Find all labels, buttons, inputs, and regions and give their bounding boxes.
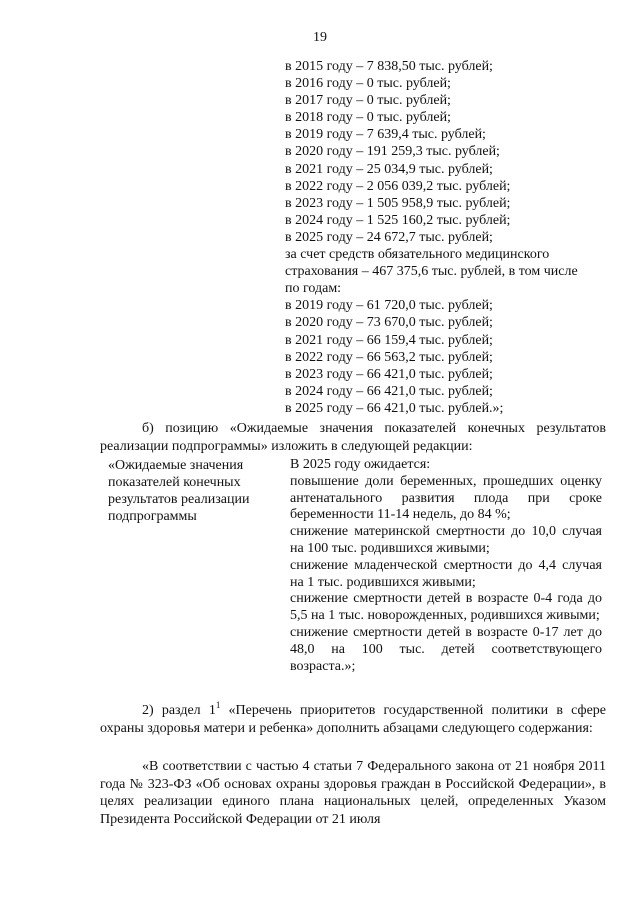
financing-line: в 2016 году – 0 тыс. рублей; [285,76,451,92]
expected-result-item: снижение смертности детей в возрасте 0-17 лет до 48,0 на 100 тыс. детей соответствующего возраста.»; [290,624,602,674]
paragraph-b [100,420,606,455]
oms-line: в 2022 году – 66 563,2 тыс. рублей; [285,349,493,365]
oms-line: в 2021 году – 66 159,4 тыс. рублей; [285,332,493,348]
financing-line: в 2020 году – 191 259,3 тыс. рублей; [285,144,500,160]
expected-result-item: снижение смертности детей в возрасте 0-4 года до 5,5 на 1 тыс. новорожденных, родившихся живыми; [290,591,602,624]
oms-intro: за счет средств обязательного медицинского страхования – 467 375,6 тыс. рублей, в том числе по годам: [285,247,578,297]
table-right-heading: В 2025 году ожидается: [290,457,431,472]
oms-line: в 2025 году – 66 421,0 тыс. рублей.»; [285,400,504,416]
oms-line: в 2023 году – 66 421,0 тыс. рублей; [285,366,493,382]
financing-line: в 2022 году – 2 056 039,2 тыс. рублей; [285,178,511,194]
financing-line: в 2021 году – 25 034,9 тыс. рублей; [285,161,493,177]
paragraph-b-text: б) позицию «Ожидаемые значения показателей конечных результатов реализации подпрограммы» изложить в следующей редакции: [100,421,606,454]
oms-line: в 2020 году – 73 670,0 тыс. рублей; [285,315,493,331]
financing-line: в 2015 году – 7 838,50 тыс. рублей; [285,59,493,74]
financing-line: в 2025 году – 24 672,7 тыс. рублей; [285,229,493,245]
financing-line: в 2024 году – 1 525 160,2 тыс. рублей; [285,212,511,228]
paragraph-2-prefix: 2) раздел 1 [142,703,216,718]
table-right-cell [290,457,602,675]
page-number: 19 [313,30,327,45]
expected-result-item: повышение доли беременных, прошедших оценку антенатального развития плода при сроке беременности 11-14 недель, до 84 %; [290,473,602,523]
financing-line: в 2017 году – 0 тыс. рублей; [285,93,451,109]
paragraph-2 [100,702,606,737]
financing-line: в 2023 году – 1 505 958,9 тыс. рублей; [285,195,511,211]
expected-result-item: снижение младенческой смертности до 4,4 случая на 1 тыс. родившихся живыми; [290,557,602,590]
financing-line: в 2019 году – 7 639,4 тыс. рублей; [285,127,486,143]
paragraph-quote [100,758,606,828]
oms-line: в 2024 году – 66 421,0 тыс. рублей; [285,383,493,399]
superscript-index: 1 [215,700,221,710]
paragraph-2-text: «Перечень приоритетов государственной политики в сфере охраны здоровья матери и ребенка» дополнить абзацами следующего содержания: [100,703,606,736]
expected-result-item: снижение материнской смертности до 10,0 случая на 100 тыс. родившихся живыми; [290,524,602,556]
financing-line: в 2018 году – 0 тыс. рублей; [285,110,451,126]
table-left-cell: «Ожидаемые значения показателей конечных результатов реализации подпрограммы [108,458,250,524]
paragraph-quote-text: «В соответствии с частью 4 статьи 7 Федерального закона от 21 ноября 2011 года № 323-ФЗ «Об основах охраны здоровья граждан в Российской Федерации», в целях реализации единого плана национальных целей, определенных Указом Президента Российской Федерации от 21 июля [100,759,606,827]
oms-line: в 2019 году – 61 720,0 тыс. рублей; [285,298,493,314]
financing-list [285,58,605,417]
